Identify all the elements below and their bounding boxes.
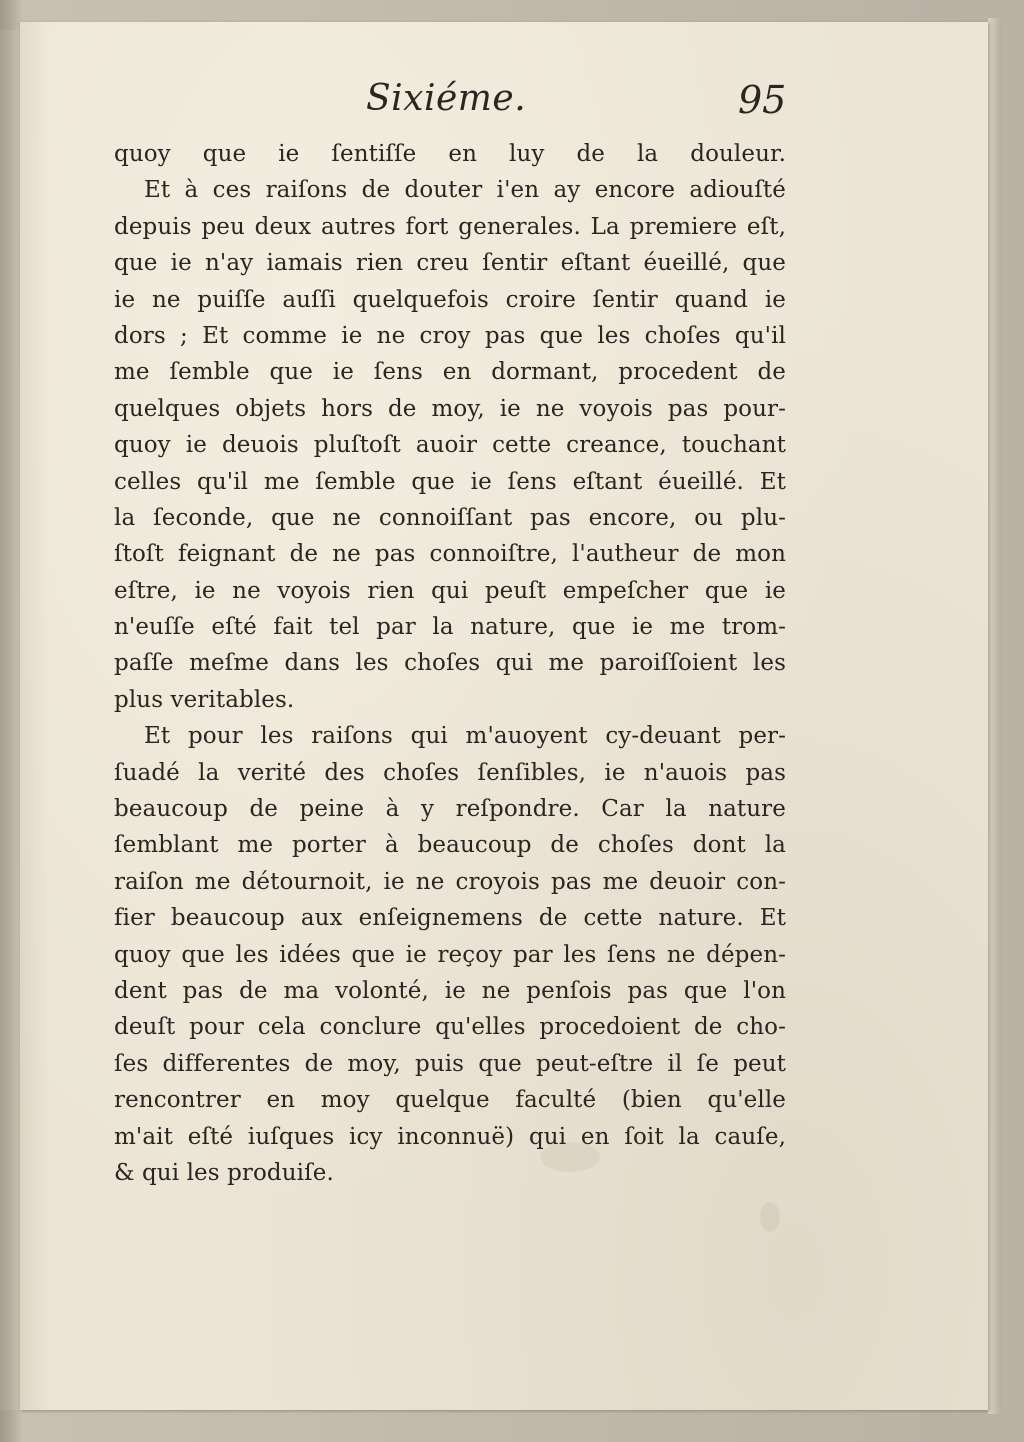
text-line: & qui les produiſe. xyxy=(114,1159,334,1186)
text-line: quoy que ie ſentiſſe en luy de la douleur. xyxy=(114,141,786,167)
text-line: plus veritables. xyxy=(114,686,295,713)
page-number: 95 xyxy=(738,78,787,122)
text-line: ſtoſt feignant de ne pas connoiſtre, l'autheur de mon xyxy=(114,541,786,568)
text-line: raiſon me détournoit, ie ne croyois pas me deuoir con- xyxy=(114,868,786,895)
text-line: celles qu'il me ſemble que ie ſens eſtant éueillé. Et xyxy=(114,468,786,495)
text-line: rencontrer en moy quelque faculté (bien qu'elle xyxy=(114,1087,786,1114)
page-header xyxy=(0,78,1024,138)
text-line: quoy ie deuois pluſtoſt auoir cette creance, touchant xyxy=(114,432,786,459)
text-line: ie ne puiſſe auſſi quelquefois croire ſentir quand ie xyxy=(114,286,786,313)
text-line: eſtre, ie ne voyois rien qui peuſt empeſcher que ie xyxy=(114,577,786,604)
text-line: me ſemble que ie ſens en dormant, procedent de xyxy=(114,359,786,386)
binding-edge xyxy=(0,30,20,1410)
text-line: beaucoup de peine à y reſpondre. Car la nature xyxy=(114,796,786,823)
text-line: dent pas de ma volonté, ie ne penſois pas que l'on xyxy=(114,977,786,1004)
text-line: fier beaucoup aux enſeignemens de cette nature. Et xyxy=(114,905,786,932)
text-line: ſes differentes de moy, puis que peut-eſtre il ſe peut xyxy=(114,1050,786,1077)
body-text xyxy=(114,136,786,1191)
text-line: dors ; Et comme ie ne croy pas que les choſes qu'il xyxy=(114,322,786,349)
text-line: n'euſſe eſté fait tel par la nature, que ie me trom- xyxy=(114,614,786,641)
paper-stain xyxy=(760,1202,780,1232)
text-line: ſuadé la verité des choſes ſenſibles, ie n'auois pas xyxy=(114,759,786,786)
text-line: quoy que les idées que ie reçoy par les ſens ne dépen- xyxy=(114,941,786,968)
text-line: quelques objets hors de moy, ie ne voyois pas pour- xyxy=(114,395,786,422)
text-line: Et à ces raiſons de douter i'en ay encore adiouſté xyxy=(144,177,786,204)
page-fore-edge xyxy=(988,18,1002,1414)
text-line: la ſeconde, que ne connoiſſant pas encore, ou plu- xyxy=(114,504,786,531)
text-line: deuſt pour cela conclure qu'elles procedoient de cho- xyxy=(114,1014,786,1041)
text-line: paſſe meſme dans les choſes qui me paroiſſoient les xyxy=(114,650,786,677)
text-line: ſemblant me porter à beaucoup de choſes dont la xyxy=(114,832,786,859)
text-line: que ie n'ay iamais rien creu ſentir eſtant éueillé, que xyxy=(114,250,786,277)
text-line: m'ait eſté iuſques icy inconnuë) qui en ſoit la cauſe, xyxy=(114,1123,786,1150)
running-head: Sixiéme. xyxy=(366,78,527,119)
text-line: Et pour les raiſons qui m'auoyent cy-deuant per- xyxy=(144,723,786,750)
text-line: depuis peu deux autres fort generales. La premiere eſt, xyxy=(114,213,786,240)
